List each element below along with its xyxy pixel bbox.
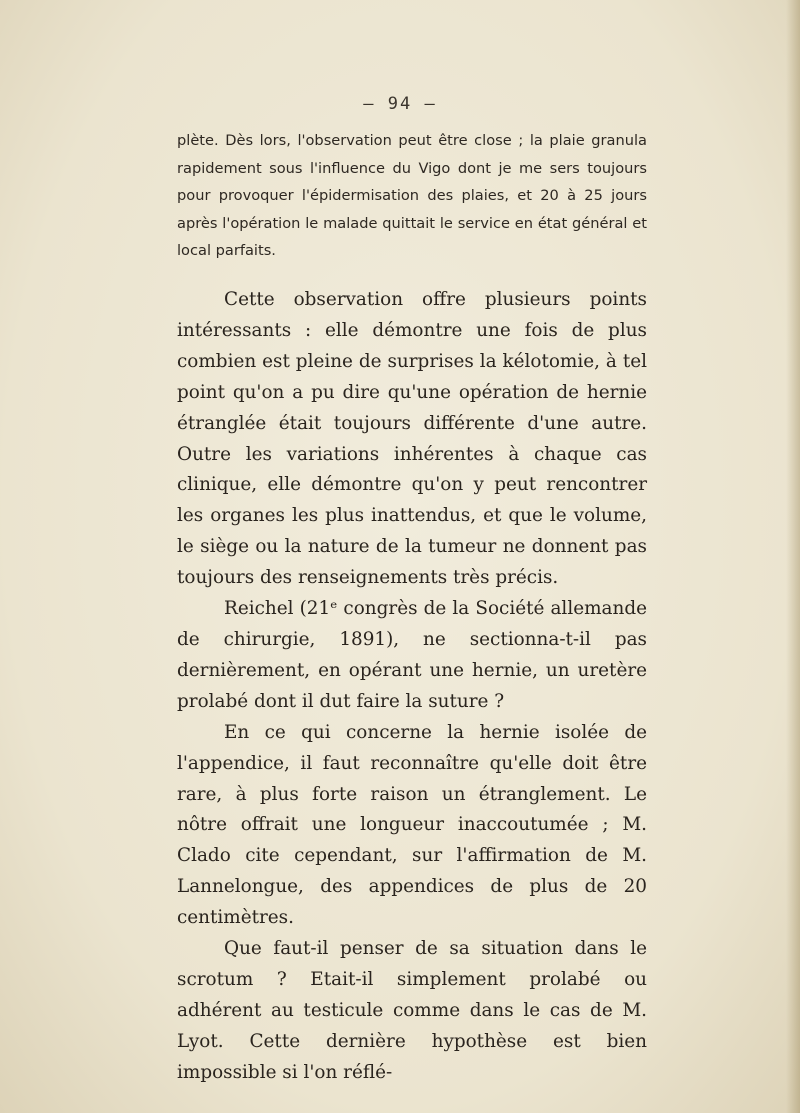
main-text (177, 285, 647, 1089)
paragraph-scrotum: Que faut-il penser de sa situation dans le scrotum ? Etait-il simplement prolabé ou adhérent au testicule comme dans le cas de M. Lyot. Cette dernière hypothèse est bien impossible si l'on réflé- (177, 938, 647, 1083)
page-number: — 94 — (363, 94, 437, 114)
paragraph-intro: Cette observation offre plusieurs points intéressants : elle démontre une fois de plus combien est pleine de surprises la kélotomie, à tel point qu'on a pu dire qu'une opération de hernie étranglée était toujours différente d'une autre. Outre les variations inhérentes à chaque cas clinique, elle démontre qu'on y peut rencontrer les organes les plus inattendus, et que le volume, le siège ou la nature de la tumeur ne donnent pas toujours des renseignements très précis. (177, 289, 647, 589)
observation-note-paragraph: plète. Dès lors, l'observation peut être close ; la plaie granula rapidement sous l'influence du Vigo dont je me sers toujours pour provoquer l'épidermisation des plaies, et 20 à 25 jours après l'opération le malade quittait le service en état général et local parfaits. (177, 132, 647, 259)
paragraph-appendix: En ce qui concerne la hernie isolée de l'appendice, il faut reconnaître qu'elle doit être rare, à plus forte raison un étranglement. Le nôtre offrait une longueur inaccoutumée ; M. Clado cite cependant, sur l'affirmation de M. Lannelongue, des appendices de plus de 20 centimètres. (177, 721, 647, 929)
page-edge-shadow (786, 0, 800, 1113)
paragraph-reichel: Reichel (21ᵉ congrès de la Société allemande de chirurgie, 1891), ne sectionna-t-il pas dernièrement, en opérant une hernie, un uretère prolabé dont il dut faire la suture ? (177, 598, 647, 712)
